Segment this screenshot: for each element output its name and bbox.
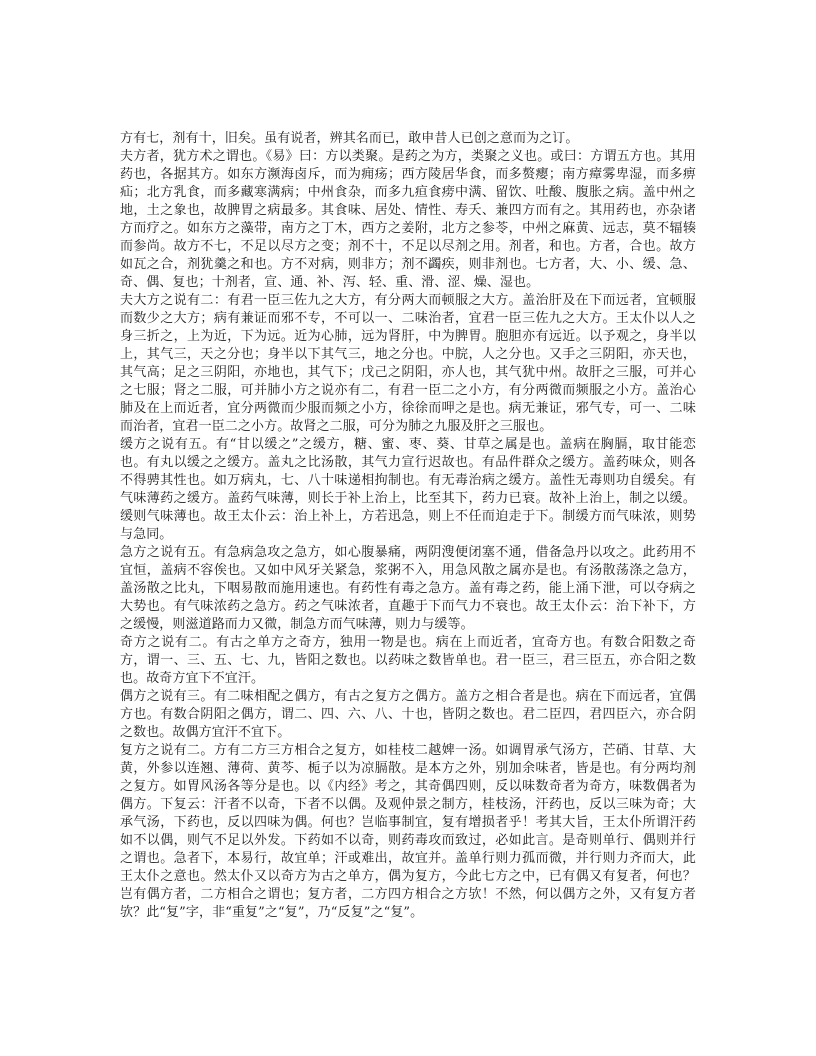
- paragraph-huanfang: 缓方之说有五。有“甘以缓之”之缓方，糖、蜜、枣、葵、甘草之属是也。盖病在胸膈，取甘能恋也。有丸以缓之之缓方。盖丸之比汤散，其气力宣行迟故也。有品件群众之缓方。盖药味众，则各不得骋其性也。如万病丸，七、八十味递相拘制也。有无毒治病之缓方。盖性无毒则功自缓矣。有气味薄药之缓方。盖药气味薄，则长于补上治上，比至其下，药力已衰。故补上治上，制之以缓。缓则气味薄也。故王太仆云：治上补上，方若迅急，则上不任而迫走于下。制缓方而气味浓，则势与急同。: [120, 437, 696, 542]
- paragraph-fufang: 复方之说有二。方有二方三方相合之复方，如桂枝二越婢一汤。如调胃承气汤方，芒硝、甘草、大黄，外参以连翘、薄荷、黄芩、栀子以为凉膈散。是本方之外，别加余味者，皆是也。有分两均剂之复方。如胃风汤各等分是也。以《内经》考之，其奇偶四则，反以味数奇者为奇方，味数偶者为偶方。下复云：汗者不以奇，下者不以偶。及观仲景之制方，桂枝汤，汗药也，反以三味为奇；大承气汤，下药也，反以四味为偶。何也？岂临事制宜，复有增损者乎！考其大旨，王太仆所谓汗药如不以偶，则气不足以外发。下药如不以奇，则药毒攻而致过，必如此言。是奇则单行、偶则并行之谓也。急者下，本易行，故宜单；汗或难出，故宜并。盖单行则力孤而微，并行则力齐而大，此王太仆之意也。然太仆又以奇方为古之单方，偶为复方，今此七方之中，已有偶又有复者，何也？岂有偶方者，二方相合之谓也；复方者，二方四方相合之方欤！不然，何以偶方之外，又有复方者欤？此“复”字，非“重复”之“复”，乃“反复”之“复”。: [120, 743, 696, 920]
- paragraph-dafang: 夫大方之说有二：有君一臣三佐九之大方，有分两大而顿服之大方。盖治肝及在下而远者，宜顿服而数少之大方；病有兼证而邪不专，不可以一、二味治者，宜君一臣三佐九之大方。王太仆以人之身三折之，上为近，下为远。近为心肺，远为肾肝，中为脾胃。胞胆亦有远近。以予观之，身半以上，其气三，天之分也；身半以下其气三，地之分也。中脘，人之分也。又手之三阴阳，亦天也，其气高；足之三阴阳，亦地也，其气下；戊己之阴阳，亦人也，其气犹中州。故肝之三服，可并心之七服；肾之二服，可并肺小方之说亦有二，有君一臣二之小方，有分两微而频服之小方。盖治心肺及在上而近者，宜分两微而少服而频之小方，徐徐而呷之是也。病无兼证，邪气专，可一、二味而治者，宜君一臣二之小方。故肾之二服，可分为肺之九服及肝之三服也。: [120, 293, 696, 434]
- paragraph-fangzhe: 夫方者，犹方术之谓也。《易》曰：方以类聚。是药之为方，类聚之义也。或曰：方谓五方也。其用药也，各据其方。如东方濒海卤斥，而为痈疡；西方陵居华食，而多赘瘿；南方瘴雾卑湿，而多痹疝；北方乳食，而多藏寒满病；中州食杂，而多九疸食痨中满、留饮、吐酸、腹胀之病。盖中州之地，土之象也，故脾胃之病最多。其食味、居处、情性、寿夭、兼四方而有之。其用药也，亦杂诸方而疗之。如东方之藻带，南方之丁木，西方之姜附，北方之参苓，中州之麻黄、远志，莫不辐辏而参尚。故方不七，不足以尽方之变；剂不十，不足以尽剂之用。剂者，和也。方者，合也。故方如瓦之合，剂犹羹之和也。方不对病，则非方；剂不蠲疾，则非剂也。七方者，大、小、缓、急、奇、偶、复也；十剂者，宣、通、补、泻、轻、重、滑、涩、燥、湿也。: [120, 149, 696, 290]
- body-text: [120, 130, 696, 922]
- paragraph-jifang: 急方之说有五。有急病急攻之急方，如心腹暴痛，两阴溲便闭塞不通，借备急丹以攻之。此药用不宜恒，盖病不容俟也。又如中风牙关紧急，浆粥不入，用急风散之属亦是也。有汤散荡涤之急方，盖汤散之比丸，下咽易散而施用速也。有药性有毒之急方。盖有毒之药，能上涌下泄，可以夺病之大势也。有气味浓药之急方。药之气味浓者，直趣于下而气力不衰也。故王太仆云：治下补下，方之缓慢，则滋道路而力又微，制急方而气味薄，则力与缓等。: [120, 545, 696, 632]
- paragraph-qifang: 奇方之说有二。有古之单方之奇方，独用一物是也。病在上而近者，宜奇方也。有数合阳数之奇方，谓一、三、五、七、九，皆阳之数也。以药味之数皆单也。君一臣三，君三臣五，亦合阳之数也。故奇方宜下不宜汗。: [120, 635, 696, 686]
- paragraph-oufang: 偶方之说有三。有二味相配之偶方，有古之复方之偶方。盖方之相合者是也。病在下而远者，宜偶方也。有数合阴阳之偶方，谓二、四、六、八、十也，皆阴之数也。君二臣四，君四臣六，亦合阴之数也。故偶方宜汗不宜下。: [120, 689, 696, 740]
- paragraph-intro: 方有七，剂有十，旧矣。虽有说者，辨其名而已，敢申昔人已创之意而为之订。: [120, 131, 579, 146]
